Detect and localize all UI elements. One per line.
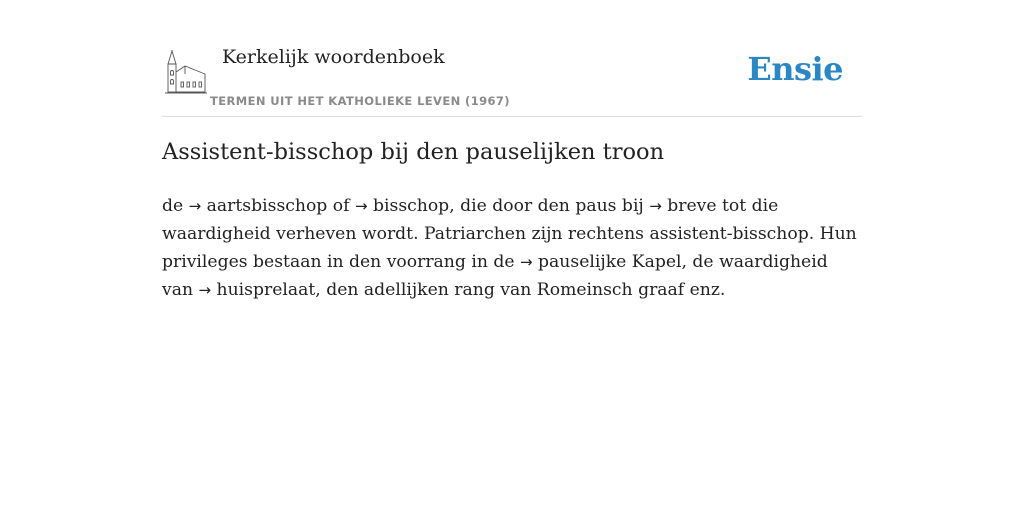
body-text: , den adellijken rang van Romeinsch graaf enz. bbox=[315, 280, 726, 300]
entry-title: Assistent-bisschop bij den pauselijken troon bbox=[162, 139, 665, 165]
body-text: of bbox=[327, 196, 355, 216]
body-text: , de waardigheid van bbox=[162, 252, 828, 300]
site-header bbox=[162, 40, 862, 117]
site-title[interactable]: Kerkelijk woordenboek bbox=[222, 46, 445, 68]
brand-logo[interactable]: Ensie bbox=[747, 50, 843, 88]
entry-body bbox=[162, 192, 862, 304]
arrow-right-icon: → bbox=[354, 197, 368, 215]
body-text: de bbox=[162, 196, 189, 216]
cross-reference-link[interactable] bbox=[355, 196, 449, 216]
arrow-right-icon: → bbox=[520, 253, 533, 271]
arrow-right-icon: → bbox=[649, 197, 662, 215]
body-text: , die door den paus bij bbox=[449, 196, 650, 216]
body-text: tot die waardigheid verheven wordt. Patriarchen zijn rechtens assistent-bisschop. Hun privileges bestaan in den voorrang in de bbox=[162, 196, 857, 272]
church-icon[interactable] bbox=[165, 50, 207, 94]
cross-reference-label: bisschop bbox=[367, 196, 450, 216]
arrow-right-icon: → bbox=[188, 197, 202, 215]
site-subtitle: TERMEN UIT HET KATHOLIEKE LEVEN (1967) bbox=[210, 94, 510, 108]
cross-reference-label: pauselijke Kapel bbox=[532, 252, 682, 272]
cross-reference-link[interactable] bbox=[199, 280, 316, 300]
cross-reference-link[interactable] bbox=[649, 196, 716, 216]
cross-reference-label: aartsbisschop bbox=[201, 196, 328, 216]
cross-reference-label: breve bbox=[661, 196, 717, 216]
cross-reference-label: huisprelaat bbox=[211, 280, 316, 300]
cross-reference-link[interactable] bbox=[189, 196, 328, 216]
arrow-right-icon: → bbox=[198, 281, 212, 299]
cross-reference-link[interactable] bbox=[520, 252, 681, 272]
